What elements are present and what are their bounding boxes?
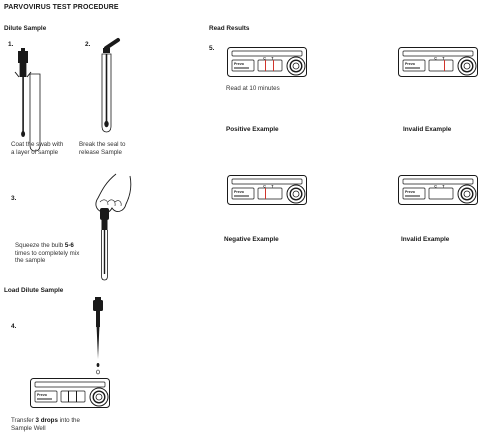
t-mark: T [442, 184, 445, 189]
step-1-caption: Coat the swab with a layer of sample [11, 141, 64, 156]
step-3-caption [15, 242, 87, 265]
step-4-caption-post: into the Sample Well [11, 417, 80, 432]
step-4-caption-pre: Transfer [11, 417, 34, 424]
test-device-negative-icon [227, 175, 307, 205]
t-mark: T [442, 56, 445, 61]
invalid-example-label-2: Invalid Example [401, 236, 450, 243]
step-5-caption: Read at 10 minutes [226, 85, 280, 92]
device-brand-text: Prevo [234, 62, 244, 66]
c-mark: C [434, 56, 437, 61]
step-3-caption-post: times to completely mix the sample [15, 249, 80, 265]
c-mark: C [434, 184, 437, 189]
step-3-caption-pre: Squeeze the bulb [15, 242, 64, 249]
section-dilute-sample: Dilute Sample [4, 25, 47, 32]
hand-icon [86, 172, 136, 282]
section-read-results: Read Results [209, 25, 250, 32]
test-device-step5-icon [227, 47, 307, 77]
device-brand-text: Prevo [405, 62, 415, 66]
step-4-number: 4. [11, 323, 17, 330]
step-3-number: 3. [11, 195, 17, 202]
t-mark: T [271, 184, 274, 189]
test-device-icon [30, 378, 110, 408]
negative-example-label: Negative Example [224, 236, 279, 243]
step-4-caption-bold: 3 drops [35, 417, 58, 424]
device-brand-text: Prevo [37, 393, 47, 397]
test-device-invalid-1-icon [398, 47, 478, 77]
t-mark: T [271, 56, 274, 61]
page-title: PARVOVIRUS TEST PROCEDURE [4, 4, 119, 11]
step-2-caption: Break the seal to release Sample [79, 141, 126, 156]
step-2-number: 2. [85, 41, 91, 48]
section-load-dilute-sample: Load Dilute Sample [4, 287, 64, 294]
step-1-number: 1. [8, 41, 14, 48]
device-brand-text: Prevo [234, 190, 244, 194]
dropper-icon [88, 297, 108, 377]
c-mark: C [263, 184, 266, 189]
step-3-caption-bold: 5-6 [64, 242, 74, 249]
step-4-caption [11, 417, 97, 432]
invalid-example-label-1: Invalid Example [403, 126, 452, 133]
c-mark: C [263, 56, 266, 61]
positive-example-label: Positive Example [226, 126, 279, 133]
tube-icon [96, 38, 126, 138]
test-device-invalid-2-icon [398, 175, 478, 205]
device-brand-text: Prevo [405, 190, 415, 194]
step-5-number: 5. [209, 45, 215, 52]
